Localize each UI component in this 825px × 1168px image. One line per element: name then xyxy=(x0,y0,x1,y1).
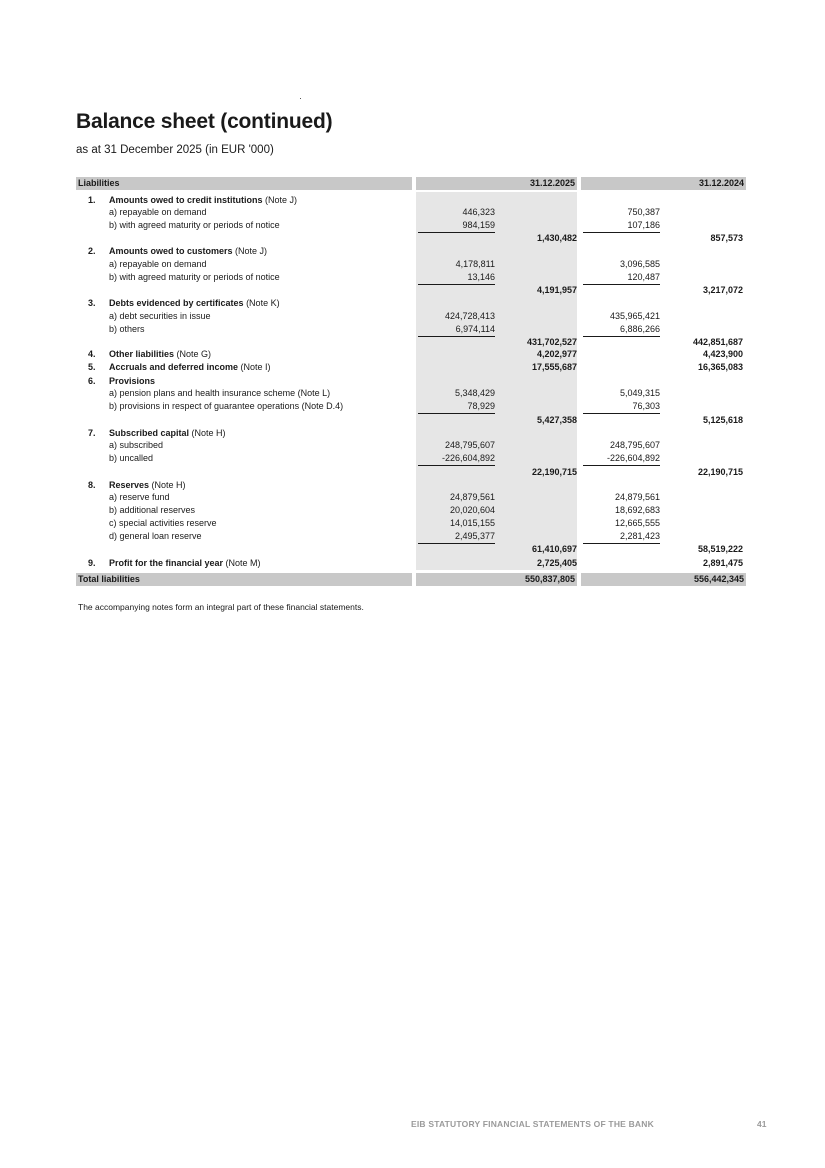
prior-year-detail: -226,604,892 xyxy=(583,452,660,466)
current-year-subtotal: 17,555,687 xyxy=(531,362,577,372)
table-row xyxy=(76,232,746,245)
item-number: 5. xyxy=(88,362,96,372)
note-reference: (Note H) xyxy=(189,428,226,438)
prior-year-subtotal: 22,190,715 xyxy=(697,467,743,477)
item-number: 6. xyxy=(88,376,96,386)
table-row xyxy=(76,361,746,374)
note-reference: (Note J) xyxy=(262,195,298,205)
table-row xyxy=(76,348,746,361)
row-label: a) debt securities in issue xyxy=(109,311,211,321)
prior-year-subtotal: 16,365,083 xyxy=(697,362,743,372)
table-row xyxy=(76,271,746,284)
current-year-detail: 13,146 xyxy=(418,271,495,285)
prior-year-detail: 107,186 xyxy=(583,219,660,233)
prior-year-detail: 435,965,421 xyxy=(609,311,660,321)
current-year-detail: 2,495,377 xyxy=(418,530,495,544)
item-number: 1. xyxy=(88,195,96,205)
table-row xyxy=(76,219,746,232)
item-title: Amounts owed to customers xyxy=(109,246,233,256)
row-label: b) uncalled xyxy=(109,453,154,463)
row-label: b) with agreed maturity or periods of notice xyxy=(109,220,280,230)
header-prior-cell xyxy=(581,177,746,190)
current-year-detail: -226,604,892 xyxy=(418,452,495,466)
prior-year-detail: 12,665,555 xyxy=(614,518,660,528)
note-reference: (Note G) xyxy=(174,349,212,359)
prior-year-subtotal: 4,423,900 xyxy=(702,349,743,359)
table-row xyxy=(76,258,746,271)
table-row xyxy=(76,400,746,413)
note-reference: (Note K) xyxy=(243,298,280,308)
item-number: 7. xyxy=(88,428,96,438)
item-number: 9. xyxy=(88,558,96,568)
current-year-detail: 4,178,811 xyxy=(455,259,495,269)
prior-year-detail: 3,096,585 xyxy=(619,259,660,269)
total-prior-cell xyxy=(581,573,746,586)
row-label xyxy=(109,361,271,374)
page-subtitle: as at 31 December 2025 (in EUR '000) xyxy=(76,144,274,156)
row-label: a) pension plans and health insurance scheme (Note L) xyxy=(109,388,331,398)
table-row xyxy=(76,414,746,427)
table-row xyxy=(76,543,746,556)
table-row xyxy=(76,310,746,323)
item-title: Subscribed capital xyxy=(109,428,190,438)
current-year-detail: 24,879,561 xyxy=(449,492,495,502)
row-label: a) reserve fund xyxy=(109,492,170,502)
footer-title: EIB STATUTORY FINANCIAL STATEMENTS OF THE BANK xyxy=(411,1119,654,1129)
table-row xyxy=(76,517,746,530)
header-current-year: 31.12.2025 xyxy=(529,178,575,188)
item-number: 8. xyxy=(88,480,96,490)
table-row xyxy=(76,557,746,570)
prior-year-subtotal: 442,851,687 xyxy=(692,337,743,347)
current-year-detail: 20,020,604 xyxy=(449,505,495,515)
total-label-cell xyxy=(76,573,412,586)
table-row xyxy=(76,530,746,543)
current-year-detail: 248,795,607 xyxy=(444,440,495,450)
row-label: a) repayable on demand xyxy=(109,207,207,217)
row-label: d) general loan reserve xyxy=(109,531,202,541)
current-year-detail: 984,159 xyxy=(418,219,495,233)
prior-year-subtotal: 857,573 xyxy=(710,233,743,243)
table-row xyxy=(76,297,746,310)
row-label xyxy=(109,348,211,361)
item-number: 4. xyxy=(88,349,96,359)
prior-year-detail: 18,692,683 xyxy=(614,505,660,515)
total-current-value: 550,837,805 xyxy=(524,574,575,584)
current-year-detail: 14,015,155 xyxy=(449,518,495,528)
row-label: a) repayable on demand xyxy=(109,259,207,269)
item-title: Amounts owed to credit institutions xyxy=(109,195,263,205)
footnote: The accompanying notes form an integral part of these financial statements. xyxy=(78,602,364,612)
prior-year-detail: 76,303 xyxy=(583,400,660,414)
table-row xyxy=(76,452,746,465)
current-year-subtotal: 5,427,358 xyxy=(536,415,577,425)
current-year-subtotal: 1,430,482 xyxy=(536,233,577,243)
item-number: 2. xyxy=(88,246,96,256)
current-year-subtotal: 61,410,697 xyxy=(531,544,577,554)
item-title: Provisions xyxy=(109,376,156,386)
note-reference: (Note H) xyxy=(149,480,186,490)
note-reference: (Note M) xyxy=(223,558,261,568)
header-prior-year: 31.12.2024 xyxy=(698,178,744,188)
prior-year-detail: 248,795,607 xyxy=(609,440,660,450)
row-label xyxy=(109,557,261,570)
prior-year-subtotal: 5,125,618 xyxy=(702,415,743,425)
header-label-cell xyxy=(76,177,412,190)
table-row xyxy=(76,466,746,479)
page-number: 41 xyxy=(757,1119,767,1129)
item-number: 3. xyxy=(88,298,96,308)
total-current-cell xyxy=(416,573,577,586)
row-label: b) with agreed maturity or periods of notice xyxy=(109,272,280,282)
table-row xyxy=(76,206,746,219)
row-label: a) subscribed xyxy=(109,440,164,450)
current-year-detail: 446,323 xyxy=(462,207,495,217)
note-reference: (Note J) xyxy=(232,246,268,256)
item-title: Other liabilities xyxy=(109,349,175,359)
prior-year-subtotal: 2,891,475 xyxy=(702,558,743,568)
prior-year-detail: 6,886,266 xyxy=(583,323,660,337)
item-title: Profit for the financial year xyxy=(109,558,224,568)
table-row xyxy=(76,323,746,336)
page-title: Balance sheet (continued) xyxy=(76,110,333,133)
prior-year-subtotal: 3,217,072 xyxy=(702,285,743,295)
table-row xyxy=(76,504,746,517)
current-year-detail: 5,348,429 xyxy=(454,388,495,398)
table-row xyxy=(76,439,746,452)
row-label: c) special activities reserve xyxy=(109,518,217,528)
current-year-detail: 78,929 xyxy=(418,400,495,414)
row-label xyxy=(109,245,267,258)
prior-year-detail: 2,281,423 xyxy=(583,530,660,544)
prior-year-subtotal: 58,519,222 xyxy=(697,544,743,554)
row-label: b) additional reserves xyxy=(109,505,196,515)
current-year-subtotal: 2,725,405 xyxy=(536,558,577,568)
item-title: Accruals and deferred income xyxy=(109,362,239,372)
prior-year-detail: 24,879,561 xyxy=(614,492,660,502)
item-title: Debts evidenced by certificates xyxy=(109,298,244,308)
current-year-subtotal: 431,702,527 xyxy=(526,337,577,347)
current-year-subtotal: 4,202,977 xyxy=(536,349,577,359)
note-reference: (Note I) xyxy=(238,362,271,372)
prior-year-detail: 5,049,315 xyxy=(619,388,660,398)
page-speck xyxy=(300,98,301,99)
table-row xyxy=(76,491,746,504)
table-row xyxy=(76,245,746,258)
current-year-detail: 424,728,413 xyxy=(444,311,495,321)
current-year-subtotal: 22,190,715 xyxy=(531,467,577,477)
current-year-detail: 6,974,114 xyxy=(418,323,495,337)
row-label xyxy=(109,297,280,310)
table-row xyxy=(76,387,746,400)
header-current-cell xyxy=(416,177,577,190)
total-prior-value: 556,442,345 xyxy=(693,574,744,584)
table-row xyxy=(76,284,746,297)
total-label: Total liabilities xyxy=(78,574,140,584)
header-label: Liabilities xyxy=(78,178,120,188)
row-label: b) others xyxy=(109,324,145,334)
row-label: b) provisions in respect of guarantee operations (Note D.4) xyxy=(109,401,344,411)
item-title: Reserves xyxy=(109,480,150,490)
prior-year-detail: 120,487 xyxy=(583,271,660,285)
prior-year-detail: 750,387 xyxy=(627,207,660,217)
current-year-subtotal: 4,191,957 xyxy=(536,285,577,295)
